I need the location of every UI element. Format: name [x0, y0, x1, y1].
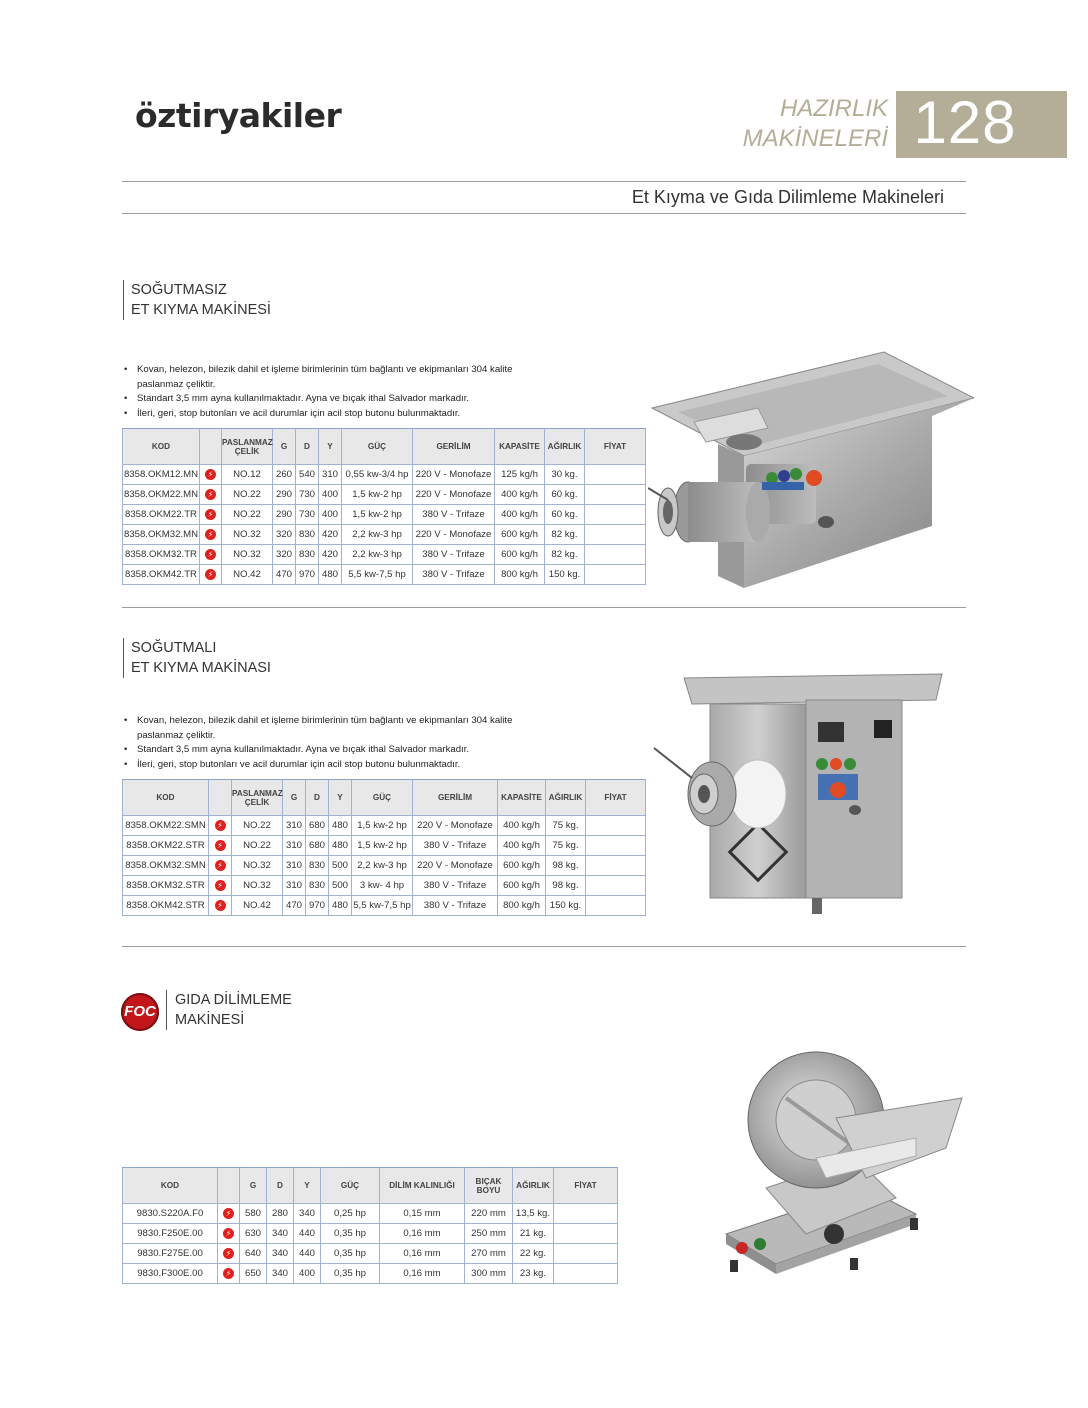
table-row	[123, 816, 646, 836]
col-header: FİYAT	[585, 429, 646, 465]
table-cell: NO.32	[232, 856, 283, 876]
table-cell: 290	[273, 485, 296, 505]
table-cell: 400 kg/h	[495, 485, 545, 505]
divider	[122, 607, 966, 608]
table-cell: 0,16 mm	[380, 1224, 465, 1244]
section-title-line: ET KIYMA MAKİNESİ	[131, 302, 271, 318]
feature-list	[122, 714, 532, 772]
section-title-line: SOĞUTMALI	[131, 640, 217, 656]
lightning-icon: ⚡	[215, 820, 226, 831]
table-cell: 400 kg/h	[498, 836, 546, 856]
table-cell: 400 kg/h	[495, 505, 545, 525]
table-cell: NO.42	[232, 896, 283, 916]
category-line-1: HAZIRLIK	[779, 95, 888, 122]
spec-table-uncooled	[122, 428, 646, 585]
table-cell: 270 mm	[465, 1244, 513, 1264]
table-cell: 310	[283, 816, 306, 836]
category-title	[743, 94, 888, 154]
foc-brand-logo: FOC	[121, 993, 159, 1031]
col-header: BIÇAK BOYU	[465, 1168, 513, 1204]
table-cell	[585, 465, 646, 485]
section-title-line: ET KIYMA MAKİNASI	[131, 660, 271, 676]
table-row	[123, 836, 646, 856]
table-cell: 420	[319, 525, 342, 545]
electric-icon-cell	[218, 1264, 240, 1284]
table-cell: 400	[319, 505, 342, 525]
table-cell: NO.32	[222, 545, 273, 565]
table-cell: 2,2 kw-3 hp	[342, 545, 413, 565]
table-cell: NO.22	[232, 816, 283, 836]
section-title-line: SOĞUTMASIZ	[131, 282, 227, 298]
table-cell: 280	[267, 1204, 294, 1224]
table-cell: 470	[273, 565, 296, 585]
table-cell: 23 kg.	[513, 1264, 554, 1284]
electric-icon-cell	[218, 1224, 240, 1244]
feature-item: • İleri, geri, stop butonları ve acil durumlar için acil stop butonu bulunmaktadır.	[122, 758, 532, 773]
table-cell: 75 kg.	[546, 836, 586, 856]
table-cell	[585, 525, 646, 545]
section-title-line: MAKİNESİ	[175, 1012, 245, 1028]
table-cell: 320	[273, 545, 296, 565]
table-body	[123, 816, 646, 916]
table-cell: 1,5 kw-2 hp	[342, 485, 413, 505]
food-slicer-image	[716, 1038, 964, 1278]
table-cell	[586, 816, 646, 836]
table-cell: 340	[267, 1264, 294, 1284]
table-cell: 970	[306, 896, 329, 916]
col-header: D	[306, 780, 329, 816]
col-header: G	[273, 429, 296, 465]
table-cell: NO.22	[222, 485, 273, 505]
table-cell: 830	[306, 876, 329, 896]
table-cell: 82 kg.	[545, 545, 585, 565]
page-subtitle: Et Kıyma ve Gıda Dilimleme Makineleri	[631, 187, 944, 207]
table-cell: 125 kg/h	[495, 465, 545, 485]
col-header: D	[267, 1168, 294, 1204]
table-cell	[554, 1224, 618, 1244]
section-title-cooled	[123, 638, 271, 678]
table-cell: 730	[296, 505, 319, 525]
feature-item: • Standart 3,5 mm ayna kullanılmaktadır. Ayna ve bıçak ithal Salvador markadır.	[122, 392, 532, 407]
table-cell: 680	[306, 816, 329, 836]
table-cell: 5,5 kw-7,5 hp	[352, 896, 413, 916]
col-header: KOD	[123, 429, 200, 465]
table-cell	[554, 1204, 618, 1224]
table-cell: 2,2 kw-3 hp	[352, 856, 413, 876]
table-cell: 380 V - Trifaze	[413, 565, 495, 585]
table-cell: 400	[294, 1264, 321, 1284]
table-cell: NO.42	[222, 565, 273, 585]
table-cell: 82 kg.	[545, 525, 585, 545]
lightning-icon: ⚡	[205, 569, 216, 580]
col-header	[200, 429, 222, 465]
lightning-icon: ⚡	[215, 840, 226, 851]
table-cell: 380 V - Trifaze	[413, 896, 498, 916]
electric-icon-cell	[209, 836, 232, 856]
table-cell: 830	[306, 856, 329, 876]
table-row	[123, 465, 646, 485]
col-header: AĞIRLIK	[513, 1168, 554, 1204]
table-cell: 400 kg/h	[498, 816, 546, 836]
cooled-mincer-image	[652, 670, 944, 920]
col-header: FİYAT	[554, 1168, 618, 1204]
table-cell: 98 kg.	[546, 856, 586, 876]
electric-icon-cell	[218, 1204, 240, 1224]
table-cell: 3 kw- 4 hp	[352, 876, 413, 896]
lightning-icon: ⚡	[205, 469, 216, 480]
lightning-icon: ⚡	[205, 529, 216, 540]
product-code: 9830.S220A.F0	[123, 1204, 218, 1224]
table-cell: 650	[240, 1264, 267, 1284]
table-cell: 22 kg.	[513, 1244, 554, 1264]
table-cell: 1,5 kw-2 hp	[352, 836, 413, 856]
product-code: 8358.OKM32.SMN	[123, 856, 209, 876]
col-header: KAPASİTE	[498, 780, 546, 816]
table-row	[123, 876, 646, 896]
table-cell: 13,5 kg.	[513, 1204, 554, 1224]
table-cell: 0,25 hp	[321, 1204, 380, 1224]
col-header: DİLİM KALINLIĞI	[380, 1168, 465, 1204]
col-header	[218, 1168, 240, 1204]
table-row	[123, 1264, 618, 1284]
table-cell: 300 mm	[465, 1264, 513, 1284]
feature-item: • Standart 3,5 mm ayna kullanılmaktadır. Ayna ve bıçak ithal Salvador markadır.	[122, 743, 532, 758]
table-cell	[585, 505, 646, 525]
table-cell: 220 V - Monofaze	[413, 816, 498, 836]
table-row	[123, 1244, 618, 1264]
table-cell: 0,15 mm	[380, 1204, 465, 1224]
table-cell	[554, 1264, 618, 1284]
table-cell: 480	[329, 836, 352, 856]
table-cell: 75 kg.	[546, 816, 586, 836]
table-cell: 830	[296, 545, 319, 565]
divider	[122, 946, 966, 947]
spec-table-cooled	[122, 779, 646, 916]
feature-item: • İleri, geri, stop butonları ve acil durumlar için acil stop butonu bulunmaktadır.	[122, 407, 532, 422]
table-cell: 60 kg.	[545, 485, 585, 505]
table-cell	[585, 565, 646, 585]
table-cell: 310	[319, 465, 342, 485]
table-cell: 150 kg.	[546, 896, 586, 916]
col-header: PASLANMAZ ÇELİK	[222, 429, 273, 465]
product-code: 8358.OKM42.TR	[123, 565, 200, 585]
table-cell: 98 kg.	[546, 876, 586, 896]
table-row	[123, 485, 646, 505]
table-cell: 600 kg/h	[495, 525, 545, 545]
col-header: AĞIRLIK	[545, 429, 585, 465]
table-cell: 30 kg.	[545, 465, 585, 485]
table-cell: 340	[267, 1244, 294, 1264]
section-title-uncooled	[123, 280, 271, 320]
table-cell	[586, 856, 646, 876]
table-cell: 380 V - Trifaze	[413, 836, 498, 856]
table-cell: 480	[329, 896, 352, 916]
table-cell: 600 kg/h	[498, 876, 546, 896]
spec-table-slicer	[122, 1167, 618, 1284]
electric-icon-cell	[209, 896, 232, 916]
col-header: G	[283, 780, 306, 816]
table-cell: 310	[283, 856, 306, 876]
table-cell: 60 kg.	[545, 505, 585, 525]
table-cell	[586, 896, 646, 916]
electric-icon-cell	[200, 565, 222, 585]
table-cell	[554, 1244, 618, 1264]
col-header: GÜÇ	[352, 780, 413, 816]
col-header: KOD	[123, 780, 209, 816]
product-code: 8358.OKM22.STR	[123, 836, 209, 856]
table-cell: 290	[273, 505, 296, 525]
table-cell: 830	[296, 525, 319, 545]
table-cell: 340	[267, 1224, 294, 1244]
col-header: D	[296, 429, 319, 465]
table-cell: 0,35 hp	[321, 1224, 380, 1244]
table-cell: NO.22	[232, 836, 283, 856]
table-header-row	[123, 1168, 618, 1204]
table-cell: 220 V - Monofaze	[413, 465, 495, 485]
col-header: Y	[294, 1168, 321, 1204]
table-cell: 420	[319, 545, 342, 565]
table-cell: 600 kg/h	[498, 856, 546, 876]
lightning-icon: ⚡	[223, 1248, 234, 1259]
table-cell: 800 kg/h	[498, 896, 546, 916]
product-code: 9830.F250E.00	[123, 1224, 218, 1244]
table-cell: 380 V - Trifaze	[413, 545, 495, 565]
product-code: 9830.F300E.00	[123, 1264, 218, 1284]
product-code: 8358.OKM22.MN	[123, 485, 200, 505]
table-cell: 250 mm	[465, 1224, 513, 1244]
table-row	[123, 1224, 618, 1244]
table-cell: 630	[240, 1224, 267, 1244]
col-header: PASLANMAZ ÇELİK	[232, 780, 283, 816]
electric-icon-cell	[200, 505, 222, 525]
lightning-icon: ⚡	[205, 509, 216, 520]
table-cell: 0,35 hp	[321, 1244, 380, 1264]
electric-icon-cell	[209, 876, 232, 896]
table-cell: 470	[283, 896, 306, 916]
section-title-slicer	[166, 990, 292, 1030]
table-cell: 400	[319, 485, 342, 505]
table-cell: 580	[240, 1204, 267, 1224]
table-cell: 800 kg/h	[495, 565, 545, 585]
table-header-row	[123, 429, 646, 465]
table-cell: 380 V - Trifaze	[413, 876, 498, 896]
table-cell	[586, 836, 646, 856]
col-header: GÜÇ	[342, 429, 413, 465]
product-code: 8358.OKM32.STR	[123, 876, 209, 896]
table-cell	[585, 545, 646, 565]
table-cell: 0,35 hp	[321, 1264, 380, 1284]
table-row	[123, 1204, 618, 1224]
table-cell: 440	[294, 1244, 321, 1264]
table-cell: 380 V - Trifaze	[413, 505, 495, 525]
electric-icon-cell	[200, 465, 222, 485]
table-row	[123, 505, 646, 525]
table-cell: 340	[294, 1204, 321, 1224]
lightning-icon: ⚡	[205, 489, 216, 500]
table-cell: 480	[329, 816, 352, 836]
table-cell: NO.22	[222, 505, 273, 525]
table-cell: 500	[329, 876, 352, 896]
table-row	[123, 896, 646, 916]
lightning-icon: ⚡	[223, 1268, 234, 1279]
meat-mincer-image	[648, 350, 974, 590]
col-header: GERİLİM	[413, 780, 498, 816]
table-cell: 320	[273, 525, 296, 545]
col-header: AĞIRLIK	[546, 780, 586, 816]
table-cell: 5,5 kw-7,5 hp	[342, 565, 413, 585]
table-cell: 220 V - Monofaze	[413, 856, 498, 876]
table-cell	[586, 876, 646, 896]
lightning-icon: ⚡	[223, 1228, 234, 1239]
product-code: 8358.OKM32.MN	[123, 525, 200, 545]
col-header: KOD	[123, 1168, 218, 1204]
table-cell: 310	[283, 836, 306, 856]
table-cell: 0,55 kw-3/4 hp	[342, 465, 413, 485]
divider	[122, 213, 966, 214]
table-cell: NO.32	[232, 876, 283, 896]
col-header	[209, 780, 232, 816]
table-body	[123, 1204, 618, 1284]
table-cell: NO.32	[222, 525, 273, 545]
electric-icon-cell	[209, 816, 232, 836]
table-header-row	[123, 780, 646, 816]
lightning-icon: ⚡	[215, 900, 226, 911]
section-title-line: GIDA DİLİMLEME	[175, 992, 292, 1008]
feature-list	[122, 363, 532, 421]
table-cell: 680	[306, 836, 329, 856]
product-code: 8358.OKM22.SMN	[123, 816, 209, 836]
lightning-icon: ⚡	[215, 860, 226, 871]
table-cell: NO.12	[222, 465, 273, 485]
table-cell: 0,16 mm	[380, 1264, 465, 1284]
table-body	[123, 465, 646, 585]
table-cell: 480	[319, 565, 342, 585]
electric-icon-cell	[218, 1244, 240, 1264]
table-cell: 220 V - Monofaze	[413, 525, 495, 545]
col-header: GÜÇ	[321, 1168, 380, 1204]
table-cell: 730	[296, 485, 319, 505]
lightning-icon: ⚡	[205, 549, 216, 560]
col-header: GERİLİM	[413, 429, 495, 465]
category-line-2: MAKİNELERİ	[742, 125, 888, 152]
lightning-icon: ⚡	[223, 1208, 234, 1219]
electric-icon-cell	[200, 525, 222, 545]
product-code: 8358.OKM22.TR	[123, 505, 200, 525]
brand-logo: öztiryakiler	[135, 96, 342, 135]
table-row	[123, 856, 646, 876]
table-cell: 1,5 kw-2 hp	[352, 816, 413, 836]
table-row	[123, 565, 646, 585]
table-cell: 21 kg.	[513, 1224, 554, 1244]
table-row	[123, 525, 646, 545]
table-cell: 150 kg.	[545, 565, 585, 585]
table-cell: 0,16 mm	[380, 1244, 465, 1264]
table-cell: 260	[273, 465, 296, 485]
feature-item: • Kovan, helezon, bilezik dahil et işleme birimlerinin tüm bağlantı ve ekipmanları 304 kalite paslanmaz çeliktir.	[122, 714, 532, 743]
product-code: 8358.OKM42.STR	[123, 896, 209, 916]
table-cell: 500	[329, 856, 352, 876]
page-number: 128	[913, 89, 1017, 156]
product-code: 8358.OKM12.MN	[123, 465, 200, 485]
product-code: 8358.OKM32.TR	[123, 545, 200, 565]
feature-item: • Kovan, helezon, bilezik dahil et işleme birimlerinin tüm bağlantı ve ekipmanları 304 kalite paslanmaz çeliktir.	[122, 363, 532, 392]
table-cell: 1,5 kw-2 hp	[342, 505, 413, 525]
col-header: Y	[319, 429, 342, 465]
product-code: 9830.F275E.00	[123, 1244, 218, 1264]
lightning-icon: ⚡	[215, 880, 226, 891]
table-cell	[585, 485, 646, 505]
table-cell: 600 kg/h	[495, 545, 545, 565]
col-header: FİYAT	[586, 780, 646, 816]
table-cell: 220 mm	[465, 1204, 513, 1224]
table-row	[123, 545, 646, 565]
electric-icon-cell	[209, 856, 232, 876]
divider	[122, 181, 966, 182]
col-header: G	[240, 1168, 267, 1204]
table-cell: 310	[283, 876, 306, 896]
table-cell: 970	[296, 565, 319, 585]
table-cell: 220 V - Monofaze	[413, 485, 495, 505]
table-cell: 2,2 kw-3 hp	[342, 525, 413, 545]
col-header: KAPASİTE	[495, 429, 545, 465]
table-cell: 540	[296, 465, 319, 485]
table-cell: 440	[294, 1224, 321, 1244]
electric-icon-cell	[200, 545, 222, 565]
col-header: Y	[329, 780, 352, 816]
table-cell: 640	[240, 1244, 267, 1264]
electric-icon-cell	[200, 485, 222, 505]
